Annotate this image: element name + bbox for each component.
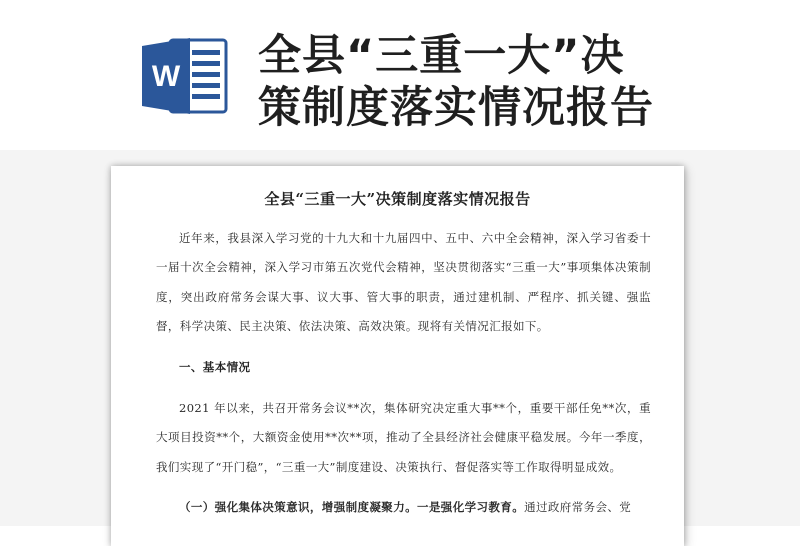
subsection-paragraph bbox=[156, 493, 651, 522]
section-heading: 一、基本情况 bbox=[179, 360, 251, 374]
section-paragraph: 2021 年以来，共召开常务会议**次，集体研究决定重大事**个，重要干部任免**次，重大项目投资**个，大额资金使用**次**项，推动了全县经济社会健康平稳发展。今年一季度，我们实现了“开门稳”，“三重一大”制度建设、决策执行、督促落实等工作取得明显成效。 bbox=[156, 401, 651, 474]
subsection-text: 通过政府常务会、党 bbox=[524, 500, 632, 514]
word-icon bbox=[140, 34, 230, 118]
document-title: 全县“三重一大”决策制度落实情况报告 bbox=[264, 190, 531, 208]
intro-paragraph: 近年来，我县深入学习党的十九大和十九届四中、五中、六中全会精神，深入学习省委十一届十次全会精神，深入学习市第五次党代会精神，坚决贯彻落实“三重一大”事项集体决策制度，突出政府常务会谋大事、议大事、管大事的职责，通过建机制、严程序、抓关键、强监督，科学决策、民主决策、依法决策、高效决策。现将有关情况汇报如下。 bbox=[156, 231, 651, 333]
headline-line-1: 全县“三重一大”决 bbox=[258, 31, 625, 81]
headline-line-2: 策制度落实情况报告 bbox=[258, 83, 654, 133]
subsection-bold-lead: （一）强化集体决策意识，增强制度凝聚力。一是强化学习教育。 bbox=[179, 500, 525, 514]
page-headline bbox=[258, 30, 698, 134]
document-page bbox=[111, 166, 684, 546]
word-icon-letter: W bbox=[151, 60, 181, 93]
banner bbox=[0, 0, 800, 150]
